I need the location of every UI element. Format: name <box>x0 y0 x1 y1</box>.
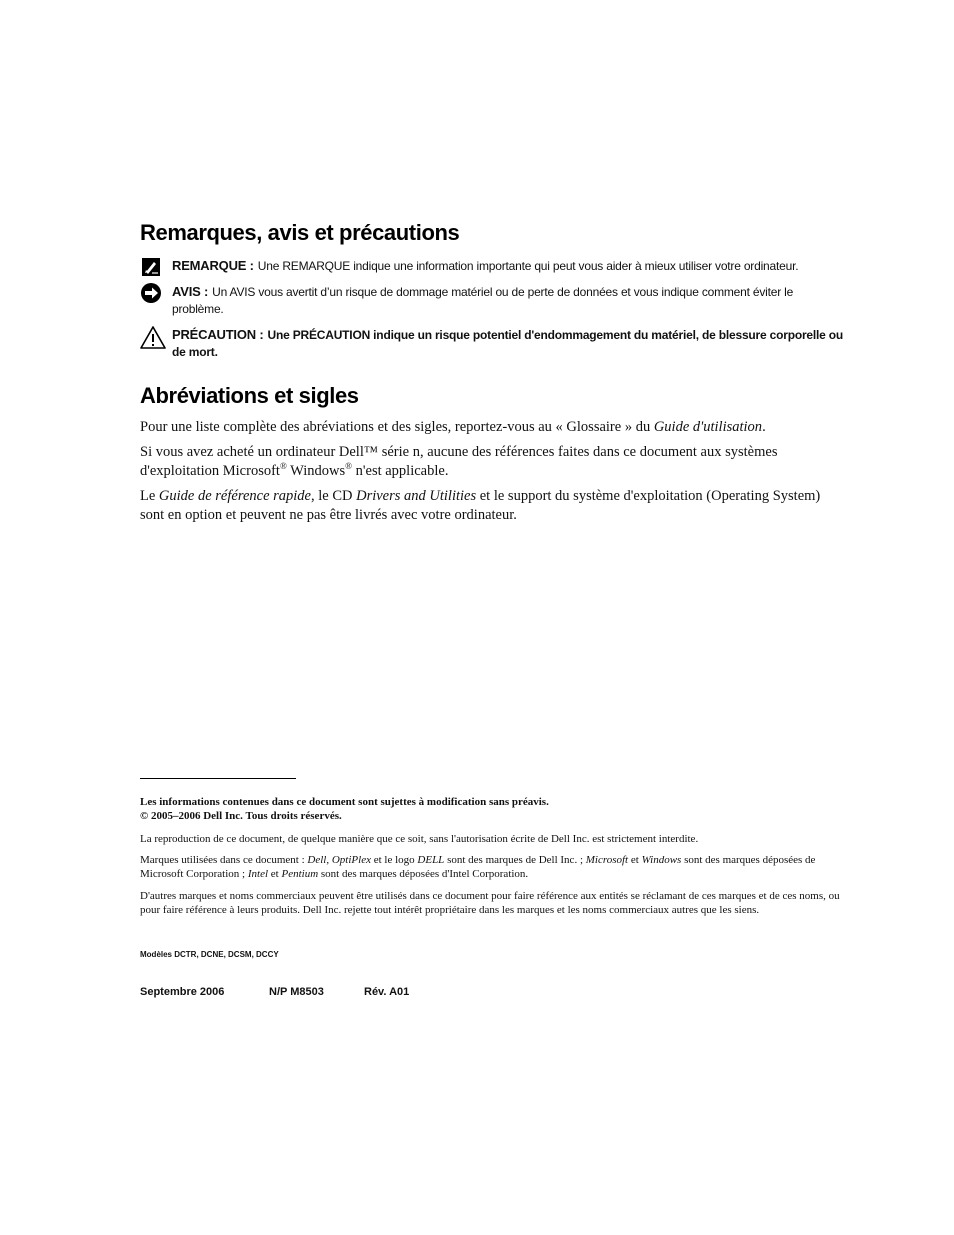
p1-guide-title: Guide d'utilisation <box>653 419 763 435</box>
revision: Rév. A01 <box>364 986 410 998</box>
avis-text: Un AVIS vous avertit d’un risque de dommage matériel ou de perte de données et vous indique comment éviter le problème. <box>172 285 794 316</box>
paragraph-options <box>140 487 830 525</box>
precaution-label: PRÉCAUTION : <box>172 327 264 342</box>
p3-cd-title: Drivers and Utilities <box>356 488 477 504</box>
other-trademarks-notice: D'autres marques et noms commerciaux peuvent être utilisés dans ce document pour faire référence aux entités se réclamant de ces marques et de ces noms, ou pour faire référence à leurs produits. Dell Inc. rejette tout intérêt propriétaire dans les marques et les noms commerciaux autres que les siens. <box>140 890 840 916</box>
tm-dell-logo: DELL <box>417 854 445 866</box>
tm-windows: Windows <box>641 854 682 866</box>
paragraph-serie-n <box>140 443 830 481</box>
precaution-text: Une PRÉCAUTION indique un risque potentiel d'endommagement du matériel, de blessure corporelle ou de mort. <box>172 328 844 359</box>
model-numbers: Modèles DCTR, DCNE, DCSM, DCCY <box>140 950 279 959</box>
p3-text-c: et le support du système d'exploitation (Operating System) sont en option et peuvent ne pas être livrés avec votre ordinateur. <box>140 488 821 523</box>
pencil-note-icon <box>140 257 164 281</box>
tm-text-g: sont des marques déposées d'Intel Corporation. <box>318 868 529 880</box>
section-title-remarques: Remarques, avis et précautions <box>140 220 460 245</box>
tm-text-d: et <box>628 854 642 866</box>
tm-text-c: sont des marques de Dell Inc. ; <box>444 854 586 866</box>
part-number: N/P M8503 <box>269 986 324 998</box>
p1-text-b: . <box>762 419 766 435</box>
copyright-line: © 2005–2006 Dell Inc. Tous droits réservés. <box>140 810 342 822</box>
tm-dell: Dell <box>307 854 327 866</box>
legal-notice <box>140 795 845 823</box>
remarque-text: Une REMARQUE indique une information importante qui peut vous aider à mieux utiliser votre ordinateur. <box>257 259 799 273</box>
tm-microsoft: Microsoft <box>585 854 629 866</box>
remarque-label: REMARQUE : <box>172 258 254 273</box>
tm-optiplex: OptiPlex <box>331 854 371 866</box>
remarque-note <box>140 257 845 275</box>
p2-registered-mark: ® <box>279 461 287 472</box>
tm-text-b: et le logo <box>370 854 418 866</box>
publication-date: Septembre 2006 <box>140 986 225 998</box>
tm-sep: , <box>326 854 332 866</box>
footnote-divider <box>140 778 296 779</box>
p3-text-b: , le CD <box>310 488 357 504</box>
avis-label: AVIS : <box>172 284 209 299</box>
p2-text-b: Windows <box>286 463 346 479</box>
p1-text-a: Pour une liste complète des abréviations et des sigles, reportez-vous au « Glossaire » du <box>140 419 654 435</box>
p3-text-a: Le <box>140 488 159 504</box>
trademarks-notice <box>140 853 845 881</box>
tm-pentium: Pentium <box>281 868 319 880</box>
p2-text-c: n'est applicable. <box>352 463 449 479</box>
warning-triangle-icon <box>140 326 164 350</box>
tm-intel: Intel <box>247 868 269 880</box>
paragraph-glossaire <box>140 418 830 437</box>
tm-text-f: et <box>268 868 282 880</box>
reproduction-notice: La reproduction de ce document, de quelque manière que ce soit, sans l'autorisation écrite de Dell Inc. est strictement interdite. <box>140 833 699 845</box>
precaution-note <box>140 326 845 361</box>
notice-arrow-icon <box>140 283 164 307</box>
p3-guide-title: Guide de référence rapide <box>158 488 311 504</box>
tm-text-a: Marques utilisées dans ce document : <box>140 854 308 866</box>
legal-line1: Les informations contenues dans ce document sont sujettes à modification sans préavis. <box>140 796 549 808</box>
tm-text-e: sont des marques déposées de Microsoft Corporation ; <box>140 854 816 880</box>
avis-note <box>140 283 845 318</box>
p2-registered-mark-2: ® <box>345 461 353 472</box>
section-title-abreviations: Abréviations et sigles <box>140 383 359 408</box>
p2-text-a: Si vous avez acheté un ordinateur Dell™ série n, aucune des références faites dans ce document aux systèmes d'exploitation Microsoft <box>140 444 778 479</box>
